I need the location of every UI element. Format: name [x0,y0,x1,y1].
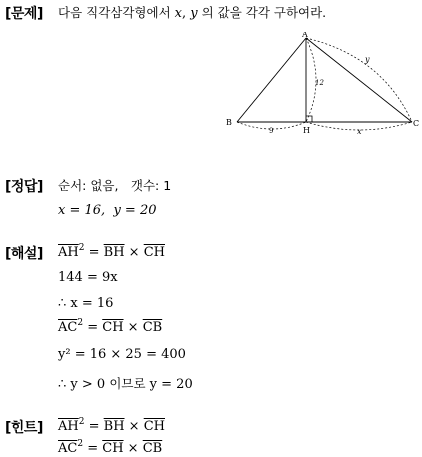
vertex-h: H [303,126,310,135]
eq-sign: = [83,441,103,456]
label-ah: 12 [315,79,324,87]
right-angle-mark [306,116,312,122]
answer-count: 갯수: 1 [130,178,172,193]
seg-ah: $\overline{AH}$ [58,419,79,434]
label-bh: 9 [269,127,274,135]
vertex-b: B [226,118,232,127]
explanation-line-1 [58,243,165,260]
answer-meta [58,176,171,194]
exp-sq: 2 [77,439,84,449]
problem-prefix: 다음 직각삼각형에서 [58,5,175,20]
answer-x: x = 16, [58,203,106,218]
answer-label: [정답] [5,179,43,195]
eq-sign: = [84,245,104,260]
seg-bh: $\overline{BH}$ [103,245,125,260]
so-word: 이므로 [109,376,146,391]
problem-label: [문제] [5,6,43,22]
seg-ch: $\overline{CH}$ [143,245,165,260]
exp-sq: 2 [77,318,84,328]
times-sign: × [124,245,144,260]
y-result: y = 20 [145,377,193,392]
triangle-figure [222,32,422,142]
seg-cb: $\overline{CB}$ [142,441,163,456]
problem-var-y: y [190,6,198,21]
answer-y: y = 20 [113,203,157,218]
vertex-c: C [413,119,420,128]
label-ac: y [365,55,370,64]
times-sign: × [124,419,144,434]
label-hc: x [357,127,362,136]
seg-ac: $\overline{AC}$ [58,441,78,456]
problem-comma: , [181,6,191,21]
seg-ch: $\overline{CH}$ [143,419,165,434]
triangle-diagram [222,32,422,142]
eq-sign: = [83,320,103,335]
side-ab [237,38,306,122]
seg-ch: $\overline{CH}$ [102,441,124,456]
explanation-label: [해설] [5,246,43,262]
problem-suffix: 의 값을 각각 구하여라. [197,5,327,20]
problem-var-x: x [174,6,182,21]
hint-line-2 [58,439,162,456]
seg-ac: $\overline{AC}$ [58,320,78,335]
hint-label: [힌트] [5,420,43,436]
answer-values [58,203,156,218]
exp-sq: 2 [78,243,85,253]
eq-sign: = [84,419,104,434]
hint-line-1 [58,417,165,434]
answer-order: 순서: 없음, [58,178,119,193]
problem-text [58,3,326,21]
explanation-line-6 [58,374,193,392]
seg-ch: $\overline{CH}$ [102,320,124,335]
explanation-line-2: 144 = 9x [58,270,118,285]
vertex-a: A [302,32,308,39]
seg-bh: $\overline{BH}$ [103,419,125,434]
seg-cb: $\overline{CB}$ [142,320,163,335]
times-sign: × [123,320,143,335]
seg-ah: $\overline{AH}$ [58,245,79,260]
explanation-line-5: y² = 16 × 25 = 400 [58,347,186,362]
exp-sq: 2 [78,417,85,427]
since-condition: ∴ y > 0 [58,377,110,392]
times-sign: × [123,441,143,456]
explanation-line-3: ∴ x = 16 [58,296,114,311]
explanation-line-4 [58,318,162,335]
